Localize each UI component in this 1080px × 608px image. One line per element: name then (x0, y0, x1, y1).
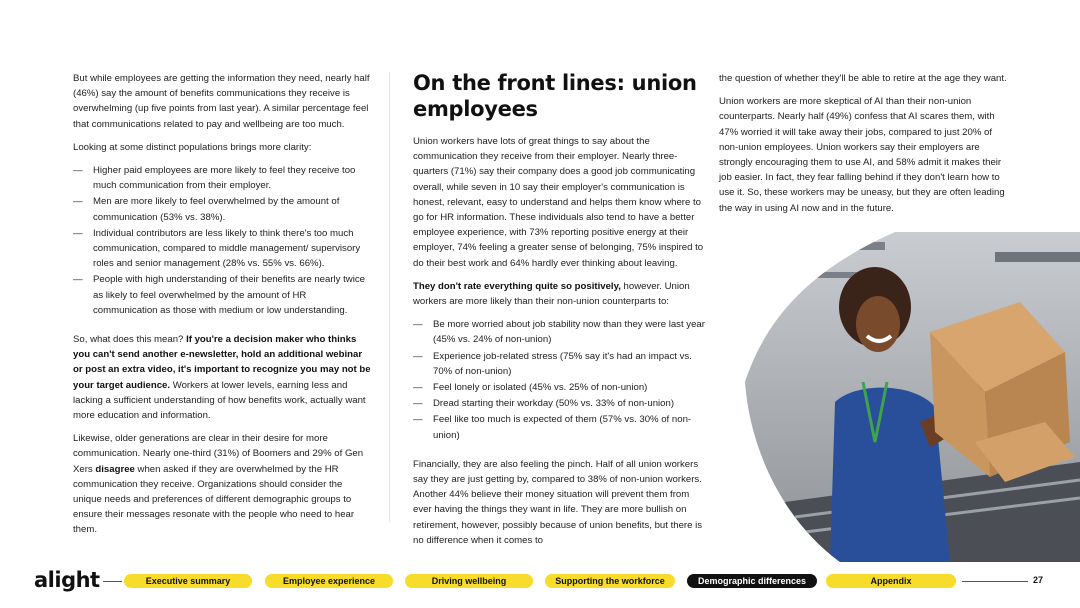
paragraph: Looking at some distinct populations brings more clarity: (73, 141, 312, 153)
paragraph (73, 431, 373, 537)
nav-driving-wellbeing[interactable]: Driving wellbeing (405, 574, 533, 588)
nav-supporting-the-workforce[interactable]: Supporting the workforce (545, 574, 675, 588)
emphasis-text: They don't rate everything quite so positively, (413, 280, 621, 292)
list-item: — Dread starting their workday (50% vs. 33% of non-union) (413, 396, 705, 411)
middle-column (413, 70, 705, 556)
section-heading: On the front lines: union employees (413, 71, 697, 121)
footer-rule (962, 581, 1028, 582)
paragraph-lead: So, what does this mean? (73, 334, 187, 346)
nav-employee-experience[interactable]: Employee experience (265, 574, 393, 588)
footer-nav-bar (0, 566, 1080, 596)
paragraph: Union workers are more skeptical of AI than their non-union counterparts. Nearly half (49%) confess that AI scares them, with 47% worried it will take away their jobs, compared to just 20% of non-union employees. Union workers say their employers are strongly encouraging them to use AI, and 58% admit it makes their job easier. In fact, they fear falling behind if they don't learn how to use it. So, these workers may be uneasy, but they are often leading the way in using AI now and in the future. (719, 96, 1005, 214)
paragraph: Financially, they are also feeling the pinch. Half of all union workers say they are just getting by, compared to 38% of non-union workers. Another 44% believe their money situation will prevent them from ever having the things they want in life. They are more bullish on retirement, however, possibly because of union benefits, but there is no difference when it comes to (413, 458, 703, 546)
list-item: — People with high understanding of their benefits are nearly twice as likely to feel overwhelmed by the amount of HR communication as those with medium or low understanding. (73, 272, 373, 318)
nav-executive-summary[interactable]: Executive summary (124, 574, 252, 588)
paragraph-lead: Likewise, older generations are clear in their desire for more communication. Nearly one-third (31%) of Boomers and 29% of Gen Xers (73, 433, 364, 475)
paragraph-rest: when asked if they are overwhelmed by the HR communication they receive. Organizations should consider the unique needs and preferences of different demographic groups to ensure their messages resonate with the people who need to hear them. (73, 463, 355, 536)
nav-demographic-differences[interactable]: Demographic differences (687, 574, 817, 588)
paragraph (73, 332, 373, 423)
paragraph: Union workers have lots of great things to say about the communication they receive from their employer. Nearly three-quarters (71%) say their company does a good job communicating overall, while seven in 10 say their employer's communication is honest, relevant, easy to understand and helps them know where to go for HR information. These individuals also tend to have a better employee experience, with 73% reporting positive energy at their employer, 74% feeling a greater sense of belonging, 75% inspired to do their best work and 64% hardly ever thinking about leaving. (413, 136, 704, 269)
list-item: — Feel lonely or isolated (45% vs. 25% of non-union) (413, 380, 705, 395)
warehouse-worker-photo (745, 232, 1080, 562)
photo-illustration (745, 232, 1080, 562)
emphasis-text: If you're a decision maker who thinks you can't send another e-newsletter, hold an additional webinar or post an extra video, it's important to recognize you may not be your target audience. (73, 334, 371, 391)
bullet-list (73, 163, 373, 318)
list-item: — Men are more likely to feel overwhelmed by the amount of communication (53% vs. 38%). (73, 194, 373, 224)
right-column (719, 71, 1013, 224)
list-item: — Experience job-related stress (75% say it's had an impact vs. 70% of non-union) (413, 349, 705, 379)
paragraph: the question of whether they'll be able to retire at the age they want. (719, 73, 1007, 84)
emphasis-text: disagree (95, 463, 135, 475)
bullet-list (413, 317, 705, 443)
list-item: — Feel like too much is expected of them (57% vs. 30% of non-union) (413, 412, 705, 442)
nav-appendix[interactable]: Appendix (826, 574, 956, 588)
paragraph: But while employees are getting the information they need, nearly half (46%) say the amount of benefits communications they receive is overwhelming (up five points from last year). A similar percentage feel that communications related to pay and wellbeing are too much. (73, 73, 370, 130)
paragraph (413, 279, 705, 309)
footer-rule (103, 581, 122, 582)
paragraph-rest: however. Union workers are more likely than their non-union counterparts to: (413, 280, 690, 308)
alight-logo: alight (34, 568, 100, 592)
column-divider (389, 72, 390, 522)
paragraph-rest: Workers at lower levels, earning less and lacking a sufficient understanding of how benefits work, actually want more education and information. (73, 379, 366, 422)
page-number: 27 (1033, 575, 1044, 585)
list-item: — Be more worried about job stability now than they were last year (45% vs. 24% of non-union) (413, 317, 705, 347)
list-item: — Higher paid employees are more likely to feel they receive too much communication from their employer. (73, 163, 373, 193)
left-column (73, 71, 373, 546)
list-item: — Individual contributors are less likely to think there's too much communication, compared to middle management/ supervisory roles and senior management (28% vs. 55% vs. 66%). (73, 226, 373, 272)
